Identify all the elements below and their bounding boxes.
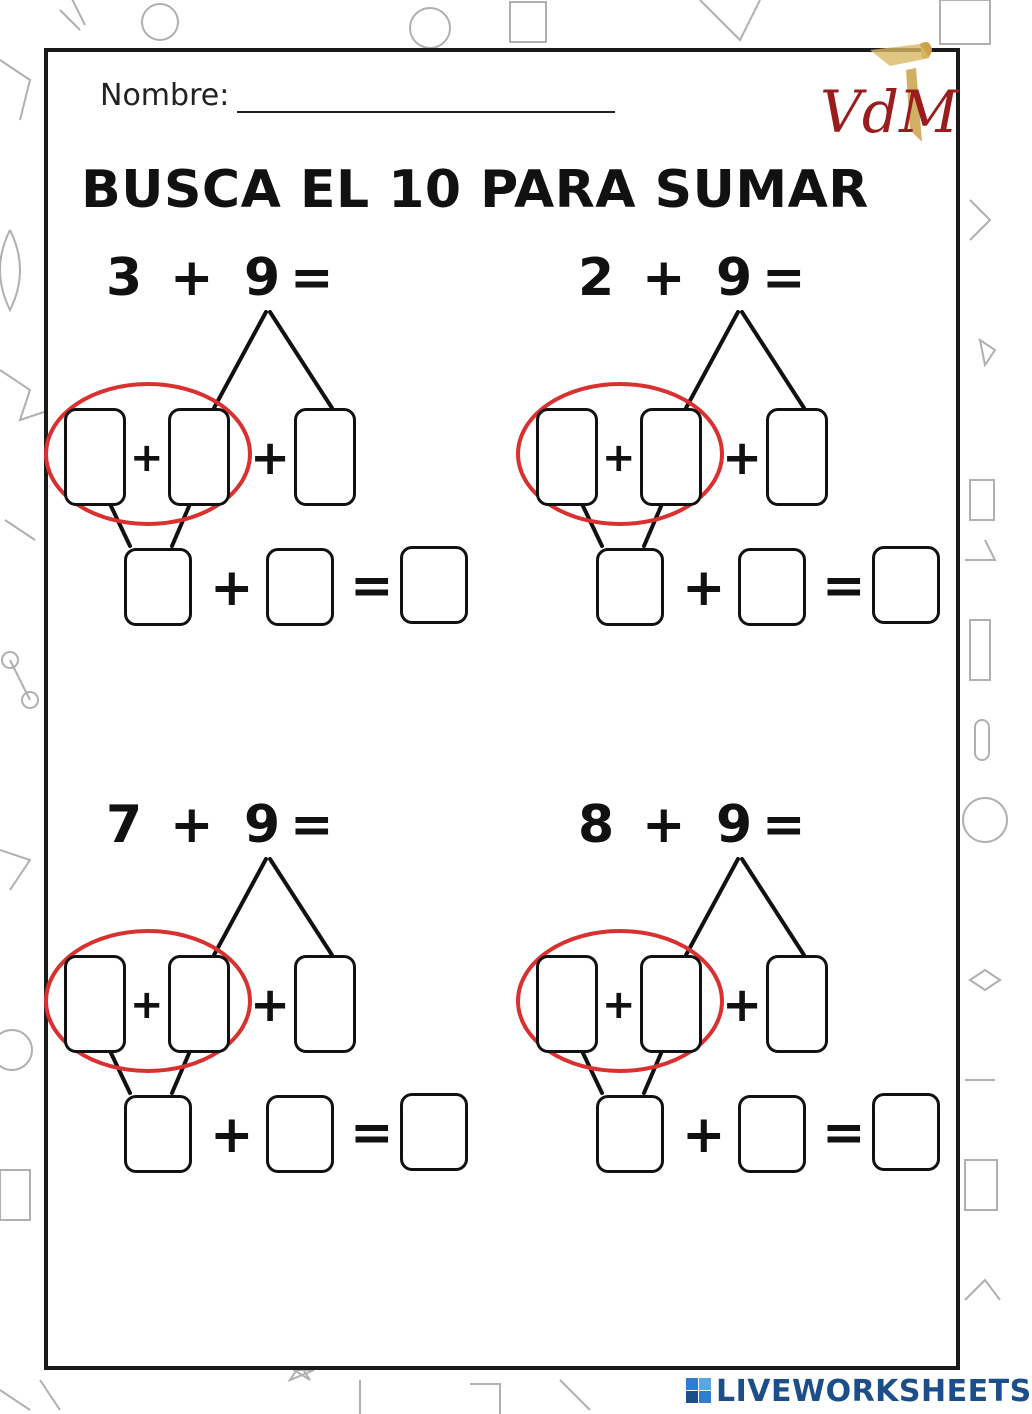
connector-line [742,859,804,955]
plus-sign: + [170,795,214,855]
addend-b: 9 [244,248,281,308]
plus-sign: + [722,977,763,1033]
answer-box-split-2[interactable] [640,955,702,1053]
connector-line [270,312,332,408]
addend-b: 9 [716,248,753,308]
logo-text: VdM [820,78,959,146]
plus-sign: + [602,435,636,481]
plus-sign: + [722,430,763,486]
answer-box-remainder[interactable] [294,955,356,1053]
addend-a: 3 [106,248,143,308]
connector-line [110,1051,130,1093]
answer-box-split-1[interactable] [536,408,598,506]
plus-sign: + [250,977,291,1033]
addend-b: 9 [244,795,281,855]
plus-sign: + [130,435,164,481]
plus-sign: + [642,248,686,308]
connector-line [214,859,266,955]
connector-line [172,1051,190,1093]
connector-line [742,312,804,408]
problem-1 [44,248,484,668]
answer-box-rest[interactable] [266,548,334,626]
answer-box-remainder[interactable] [766,408,828,506]
addend-a: 7 [106,795,143,855]
connector-line [644,1051,662,1093]
answer-box-split-1[interactable] [536,955,598,1053]
plus-sign: + [682,558,726,618]
connector-line [214,312,266,408]
name-label: Nombre: [100,78,230,113]
answer-box-split-2[interactable] [640,408,702,506]
equals-sign: = [350,1103,394,1163]
plus-sign: + [250,430,291,486]
name-line[interactable] [237,81,615,113]
answer-box-total[interactable] [400,1093,468,1171]
name-field[interactable] [100,78,615,113]
answer-box-split-1[interactable] [64,955,126,1053]
equals-sign: = [822,1103,866,1163]
answer-box-split-2[interactable] [168,408,230,506]
addend-b: 9 [716,795,753,855]
connector-line [110,504,130,546]
answer-box-ten[interactable] [124,548,192,626]
answer-box-total[interactable] [872,1093,940,1171]
answer-box-ten[interactable] [124,1095,192,1173]
answer-box-remainder[interactable] [766,955,828,1053]
problem-4 [516,795,956,1215]
answer-box-rest[interactable] [738,1095,806,1173]
addend-a: 2 [578,248,615,308]
connector-line [172,504,190,546]
page-title: BUSCA EL 10 PARA SUMAR [81,160,869,220]
plus-sign: + [130,982,164,1028]
plus-sign: + [642,795,686,855]
connector-line [686,312,738,408]
answer-box-total[interactable] [400,546,468,624]
equals-sign: = [290,795,334,855]
connector-line [582,504,602,546]
answer-box-split-1[interactable] [64,408,126,506]
addend-a: 8 [578,795,615,855]
equals-sign: = [762,248,806,308]
answer-box-ten[interactable] [596,1095,664,1173]
plus-sign: + [210,558,254,618]
connector-line [582,1051,602,1093]
plus-sign: + [210,1105,254,1165]
plus-sign: + [170,248,214,308]
answer-box-remainder[interactable] [294,408,356,506]
connector-line [686,859,738,955]
answer-box-rest[interactable] [266,1095,334,1173]
answer-box-split-2[interactable] [168,955,230,1053]
connector-line [270,859,332,955]
answer-box-ten[interactable] [596,548,664,626]
equals-sign: = [290,248,334,308]
connector-line [644,504,662,546]
answer-box-total[interactable] [872,546,940,624]
plus-sign: + [682,1105,726,1165]
plus-sign: + [602,982,636,1028]
liveworksheets-text: LIVEWORKSHEETS [716,1374,1032,1409]
answer-box-rest[interactable] [738,548,806,626]
problem-3 [44,795,484,1215]
equals-sign: = [762,795,806,855]
equals-sign: = [822,556,866,616]
problem-2 [516,248,956,668]
liveworksheets-icon [686,1378,712,1404]
vdm-logo [810,40,959,160]
equals-sign: = [350,556,394,616]
